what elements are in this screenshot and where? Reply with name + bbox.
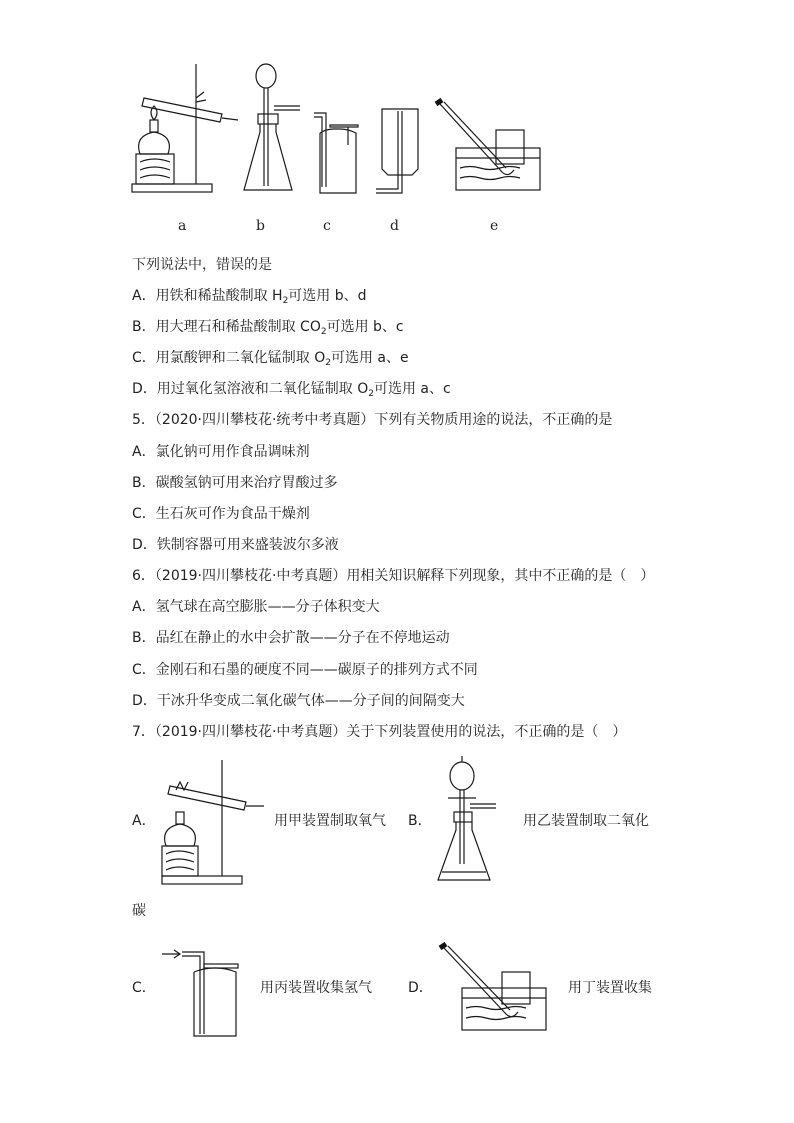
heating-apparatus-icon bbox=[130, 62, 240, 202]
q5-option-a: A．氯化钠可用作食品调味剂 bbox=[132, 444, 310, 460]
apparatus-b-figure bbox=[240, 62, 305, 206]
q7-option-b-text: 用乙装置制取二氧化 bbox=[523, 813, 649, 829]
q7-option-b-label: B． bbox=[408, 813, 432, 829]
q5-option-c: C．生石灰可作为食品干燥剂 bbox=[132, 506, 310, 522]
q7-apparatus-b-figure bbox=[432, 752, 502, 891]
q7-apparatus-d-figure bbox=[436, 944, 551, 1040]
water-displacement-icon bbox=[432, 100, 547, 200]
q5-option-d: D．铁制容器可用来盛装波尔多液 bbox=[132, 537, 339, 553]
option-text-tail: 可选用 b、d bbox=[288, 288, 367, 304]
q6-option-c: C．金刚石和石墨的硬度不同——碳原子的排列方式不同 bbox=[132, 662, 478, 678]
heating-apparatus-icon bbox=[150, 758, 270, 888]
q5-option-b: B．碳酸氢钠可用来治疗胃酸过多 bbox=[132, 475, 338, 491]
water-displacement-icon bbox=[436, 944, 551, 1036]
option-text: A．用铁和稀盐酸制取 H bbox=[132, 288, 283, 304]
apparatus-label-a: a bbox=[178, 218, 187, 234]
option-text-tail: 可选用 a、e bbox=[330, 350, 409, 366]
option-text: D．用过氧化氢溶液和二氧化锰制取 O bbox=[132, 381, 369, 397]
q6-stem: 6．（2019·四川攀枝花·中考真题）用相关知识解释下列现象，其中不正确的是（ ） bbox=[132, 568, 655, 584]
apparatus-label-b: b bbox=[256, 218, 265, 234]
q7-option-c-text: 用丙装置收集氢气 bbox=[260, 980, 372, 996]
q6-option-b: B．品红在静止的水中会扩散——分子在不停地运动 bbox=[132, 630, 450, 646]
q5-stem: 5．（2020·四川攀枝花·统考中考真题）下列有关物质用途的说法，不正确的是 bbox=[132, 412, 613, 428]
option-text: B．用大理石和稀盐酸制取 CO bbox=[132, 319, 321, 335]
q7-option-a-text: 用甲装置制取氧气 bbox=[274, 813, 386, 829]
option-text: C．用氯酸钾和二氧化锰制取 O bbox=[132, 350, 326, 366]
apparatus-e-figure bbox=[432, 100, 547, 204]
apparatus-d-figure bbox=[372, 105, 422, 204]
apparatus-label-c: c bbox=[323, 218, 331, 234]
q7-option-b-wrap: 碳 bbox=[132, 903, 146, 919]
option-text-tail: 可选用 b、c bbox=[326, 319, 404, 335]
q6-option-d: D．干冰升华变成二氧化碳气体——分子间的间隔变大 bbox=[132, 693, 465, 709]
q6-option-a: A．氢气球在高空膨胀——分子体积变大 bbox=[132, 599, 380, 615]
q7-option-a-label: A． bbox=[132, 813, 156, 829]
erlenmeyer-flask-funnel-icon bbox=[240, 62, 305, 202]
q7-stem: 7．（2019·四川攀枝花·中考真题）关于下列装置使用的说法，不正确的是（ ） bbox=[132, 724, 627, 740]
q4-option-c bbox=[132, 349, 409, 372]
q7-option-d-label: D． bbox=[408, 980, 433, 996]
q7-option-c-label: C． bbox=[132, 980, 156, 996]
flask-with-separatory-funnel-icon bbox=[432, 752, 502, 887]
apparatus-label-d: d bbox=[390, 218, 399, 234]
apparatus-a-figure bbox=[130, 62, 240, 206]
q4-option-d bbox=[132, 380, 451, 403]
q7-option-d-text: 用丁装置收集 bbox=[568, 980, 652, 996]
subscript: 2 bbox=[325, 358, 331, 368]
gas-collecting-bottle-icon bbox=[312, 105, 362, 200]
q4-option-a bbox=[132, 287, 367, 310]
apparatus-c-figure bbox=[312, 105, 362, 204]
q7-apparatus-a-figure bbox=[150, 758, 270, 892]
q7-apparatus-c-figure bbox=[160, 948, 240, 1044]
q4-option-b bbox=[132, 318, 404, 341]
subscript: 2 bbox=[368, 389, 374, 399]
subscript: 2 bbox=[320, 327, 327, 337]
gas-bottle-with-arrow-icon bbox=[160, 948, 240, 1040]
subscript: 2 bbox=[282, 296, 289, 306]
q4-stem: 下列说法中，错误的是 bbox=[132, 257, 272, 273]
apparatus-label-e: e bbox=[490, 218, 499, 234]
option-text-tail: 可选用 a、c bbox=[373, 381, 451, 397]
downward-air-displacement-icon bbox=[372, 105, 422, 200]
